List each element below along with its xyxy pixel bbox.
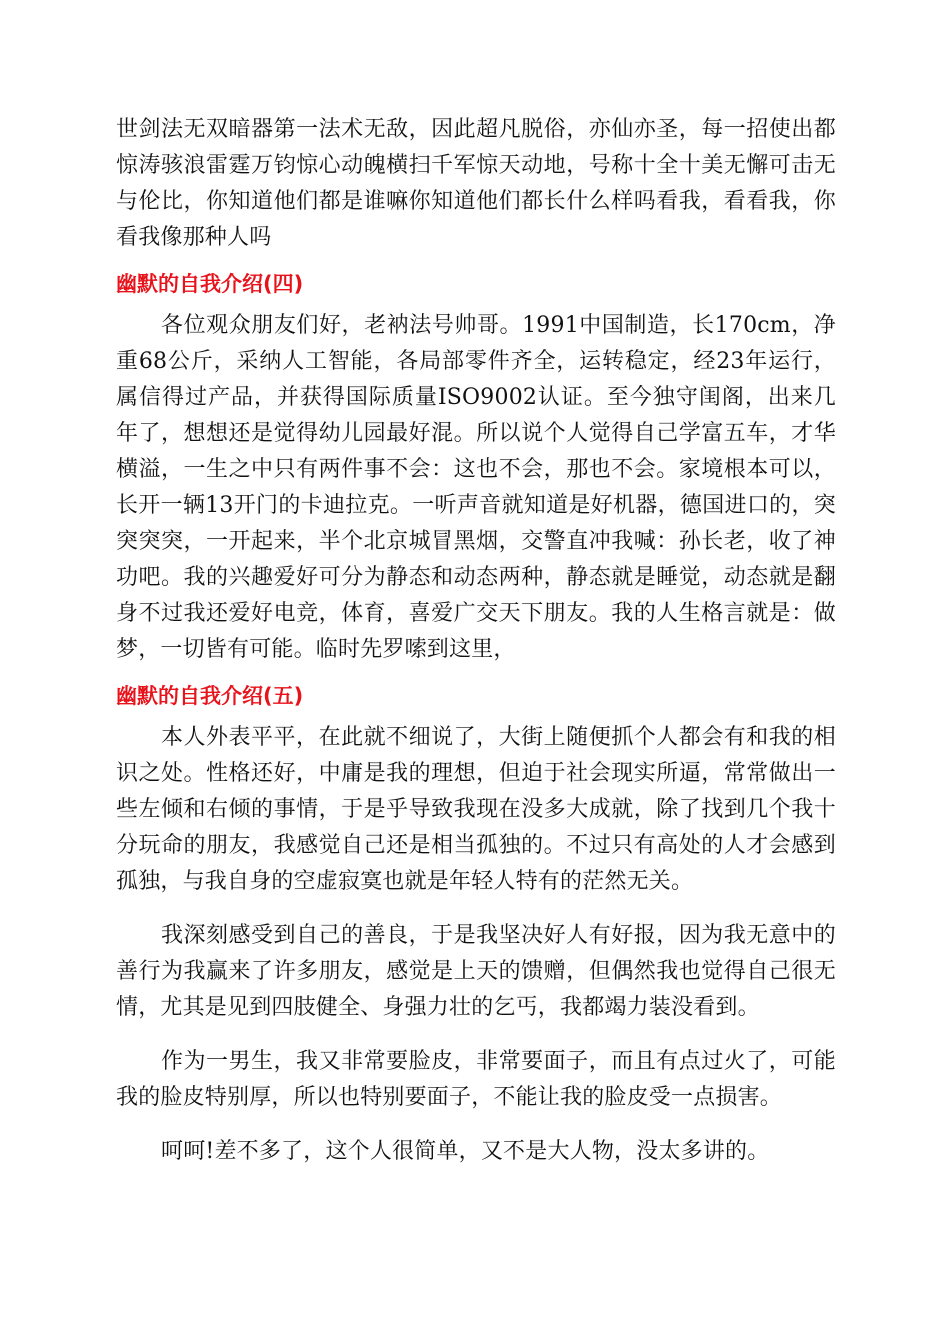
section-five-paragraph-2: 我深刻感受到自己的善良，于是我坚决好人有好报，因为我无意中的善行为我赢来了许多朋友，感觉是上天的馈赠，但偶然我也觉得自己很无情，尤其是见到四肢健全、身强力壮的乞丐，我都竭力装没看到。	[116, 923, 836, 1020]
section-five-paragraph-1: 本人外表平平，在此就不细说了，大街上随便抓个人都会有和我的相识之处。性格还好，中庸是我的理想，但迫于社会现实所逼，常常做出一些左倾和右倾的事情，于是乎导致我现在没多大成就，除了找到几个我十分玩命的朋友，我感觉自己还是相当孤独的。不过只有高处的人才会感到孤独，与我自身的空虚寂寞也就是年轻人特有的茫然无关。	[116, 725, 836, 894]
section-five-paragraph-3: 作为一男生，我又非常要脸皮，非常要面子，而且有点过火了，可能我的脸皮特别厚，所以也特别要面子，不能让我的脸皮受一点损害。	[116, 1049, 836, 1110]
spacer	[116, 298, 836, 308]
intro-paragraph: 世剑法无双暗器第一法术无敌，因此超凡脱俗，亦仙亦圣，每一招使出都惊涛骇浪雷霆万钧惊心动魄横扫千军惊天动地，号称十全十美无懈可击无与伦比，你知道他们都是谁嘛你知道他们都长什么样吗看我，看看我，你看我像那种人吗	[116, 117, 836, 250]
section-five-paragraph-4: 呵呵!差不多了，这个人很简单，又不是大人物，没太多讲的。	[161, 1139, 770, 1164]
section-four-paragraph-1: 各位观众朋友们好，老衲法号帅哥。1991中国制造，长170cm，净重68公斤，采纳人工智能，各局部零件齐全，运转稳定，经23年运行，属信得过产品，并获得国际质量ISO9002认证。至今独守闺阁，出来几年了，想想还是觉得幼儿园最好混。所以说个人觉得自己学富五车，才华横溢，一生之中只有两件事不会：这也不会，那也不会。家境根本可以，长开一辆13开门的卡迪拉克。一听声音就知道是好机器，德国进口的，突突突突，一开起来，半个北京城冒黑烟，交警直冲我喊：孙长老，收了神功吧。我的兴趣爱好可分为静态和动态两种，静态就是睡觉，动态就是翻身不过我还爱好电竞，体育，喜爱广交天下朋友。我的人生格言就是：做梦，一切皆有可能。临时先罗嗦到这里，	[116, 313, 836, 662]
spacer	[116, 710, 836, 720]
document-body	[116, 112, 836, 1170]
spacer	[116, 668, 836, 682]
spacer	[116, 256, 836, 270]
spacer	[116, 900, 836, 918]
section-heading-five: 幽默的自我介绍(五)	[116, 684, 304, 708]
spacer	[116, 1026, 836, 1044]
section-heading-four: 幽默的自我介绍(四)	[116, 272, 304, 296]
spacer	[116, 1116, 836, 1134]
